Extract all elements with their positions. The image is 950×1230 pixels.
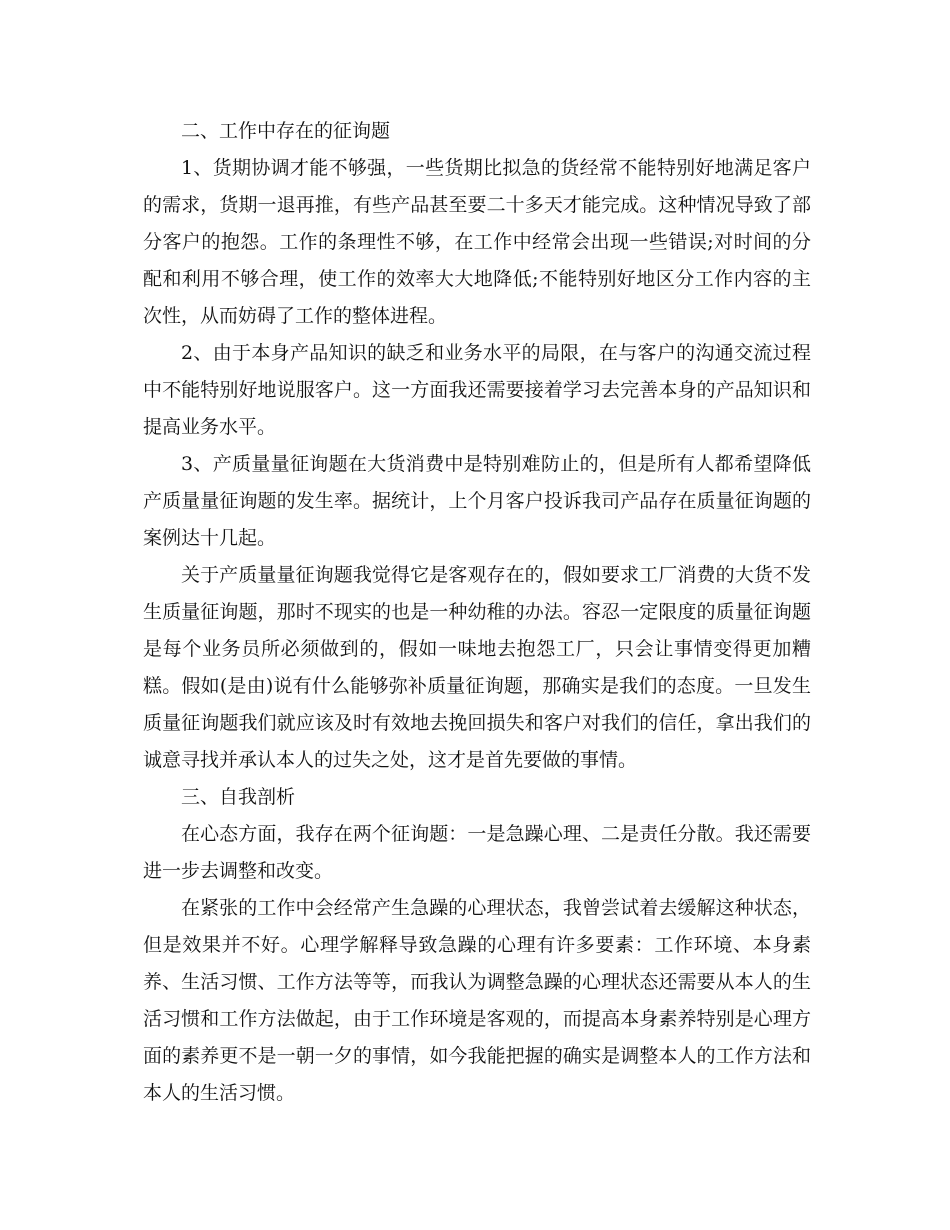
section-heading-self-analysis: 三、自我剖析 [181,786,296,808]
document-body [143,113,811,1112]
section-heading-problems: 二、工作中存在的征询题 [181,120,391,142]
paragraph-delivery-coordination: 1、货期协调才能不够强，一些货期比拟急的货经常不能特别好地满足客户的需求，货期一退再推，有些产品甚至要二十多天才能完成。这种情况导致了部分客户的抱怨。工作的条理性不够，在工作中经常会出现一些错误;对时间的分配和利用不够合理，使工作的效率大大地降低;不能特别好地区分工作内容的主次性，从而妨碍了工作的整体进程。 [143,157,811,327]
paragraph-mindset: 在心态方面，我存在两个征询题：一是急躁心理、二是责任分散。我还需要进一步去调整和改变。 [143,823,811,882]
paragraph-quality-attitude: 关于产质量量征询题我觉得它是客观存在的，假如要求工厂消费的大货不发生质量征询题，那时不现实的也是一种幼稚的办法。容忍一定限度的质量征询题是每个业务员所必须做到的，假如一味地去抱怨工厂，只会让事情变得更加糟糕。假如(是由)说有什么能够弥补质量征询题，那确实是我们的态度。一旦发生质量征询题我们就应该及时有效地去挽回损失和客户对我们的信任，拿出我们的诚意寻找并承认本人的过失之处，这才是首先要做的事情。 [143,564,811,771]
paragraph-quality-issues: 3、产质量量征询题在大货消费中是特别难防止的，但是所有人都希望降低产质量量征询题的发生率。据统计，上个月客户投诉我司产品存在质量征询题的案例达十几起。 [143,453,811,549]
paragraph-impatience: 在紧张的工作中会经常产生急躁的心理状态，我曾尝试着去缓解这种状态，但是效果并不好。心理学解释导致急躁的心理有许多要素：工作环境、本身素养、生活习惯、工作方法等等，而我认为调整急躁的心理状态还需要从本人的生活习惯和工作方法做起，由于工作环境是客观的，而提高本身素养特别是心理方面的素养更不是一朝一夕的事情，如今我能把握的确实是调整本人的工作方法和本人的生活习惯。 [143,897,811,1104]
paragraph-product-knowledge: 2、由于本身产品知识的缺乏和业务水平的局限，在与客户的沟通交流过程中不能特别好地说服客户。这一方面我还需要接着学习去完善本身的产品知识和提高业务水平。 [143,342,811,438]
